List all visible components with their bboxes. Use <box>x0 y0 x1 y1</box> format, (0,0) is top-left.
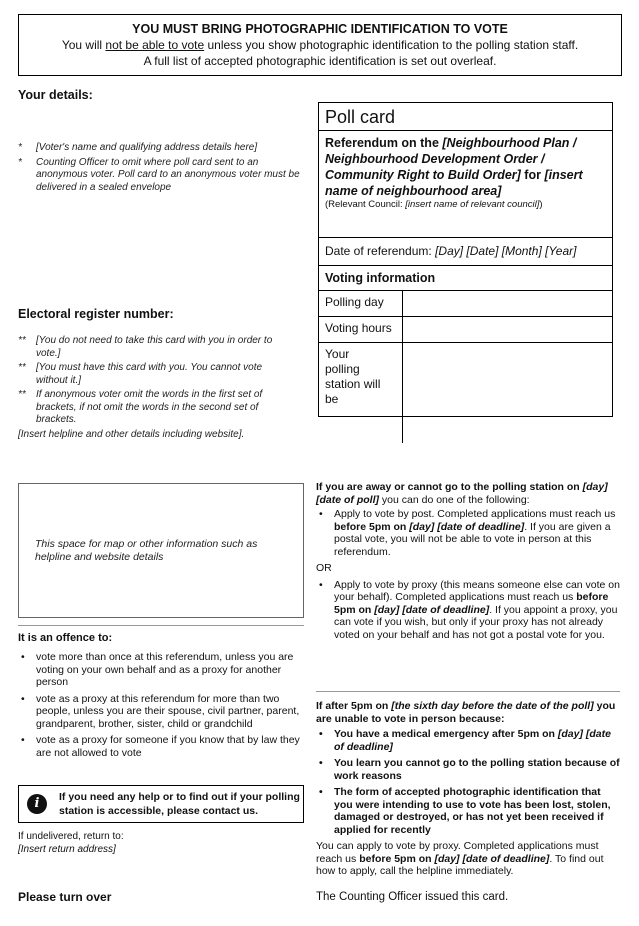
details-note-1: * [Voter's name and qualifying address details here] <box>18 142 258 153</box>
photo-id-banner <box>18 14 622 76</box>
electoral-register-heading: Electoral register number: <box>18 307 174 321</box>
help-info-box <box>18 785 304 823</box>
divider <box>316 691 620 692</box>
banner-title: YOU MUST BRING PHOTOGRAPHIC IDENTIFICATION TO VOTE <box>132 22 508 36</box>
polling-day-label: Polling day <box>319 291 403 317</box>
emergency-outro: You can apply to vote by proxy. Completed applications must reach us before 5pm on [day] [date of deadline]. To find out how to apply, call the helpline immediately. <box>316 840 604 877</box>
offence-item: • vote as a proxy for someone if you know that by law they are not allowed to vote <box>18 734 300 759</box>
emergency-item: • The form of accepted photographic identification that you were intending to use to vote has been lost, stolen, damaged or destroyed, or has not yet been received if applied for recently <box>316 786 620 836</box>
proxy-options <box>316 579 620 642</box>
voting-information-table <box>319 291 612 443</box>
emergency-item: • You have a medical emergency after 5pm on [day] [date of deadline] <box>316 728 620 753</box>
helpline-note: [Insert helpline and other details including website]. <box>18 428 245 440</box>
emergency-intro: If after 5pm on [the sixth day before the date of the poll] you are unable to vote in person because: <box>316 700 616 725</box>
divider <box>18 625 304 626</box>
undelivered-label: If undelivered, return to: <box>18 831 124 842</box>
away-options <box>316 508 620 558</box>
elector-note-2: ** [You must have this card with you. You cannot vote without it.] <box>18 362 263 386</box>
elector-note-1: ** [You do not need to take this card with you in order to vote.] <box>18 335 273 359</box>
voting-hours-value <box>403 317 612 343</box>
elector-note-3: ** If anonymous voter omit the words in the first set of brackets, if not omit the words in the second set of brackets. <box>18 389 263 425</box>
offence-list <box>18 651 300 763</box>
your-details-heading: Your details: <box>18 88 93 102</box>
map-info-box <box>18 483 304 618</box>
relevant-council: (Relevant Council: [insert name of relevant council]) <box>325 199 543 210</box>
offence-heading: It is an offence to: <box>18 632 113 644</box>
emergency-item: • You learn you cannot go to the polling station because of work reasons <box>316 757 620 782</box>
details-notes <box>18 142 304 196</box>
voting-information-heading: Voting information <box>319 266 612 291</box>
voting-hours-label: Voting hours <box>319 317 403 343</box>
map-info-text: This space for map or other information such as helpline and website details <box>35 538 258 563</box>
or-label: OR <box>316 562 332 574</box>
polling-station-value <box>403 343 612 443</box>
postal-vote-option: • Apply to vote by post. Completed applications must reach us before 5pm on [day] [date of deadline]. If you are given a postal vote, you will not be able to vote in person at this referendum. <box>316 508 620 558</box>
banner-line-2: A full list of accepted photographic identification is set out overleaf. <box>143 54 497 68</box>
details-note-2: * Counting Officer to omit where poll card sent to an anonymous voter. Poll card to an anonymous voter must be delivered in a sealed envelope <box>18 156 300 193</box>
issued-statement: The Counting Officer issued this card. <box>316 891 509 903</box>
info-icon: i <box>27 794 47 814</box>
away-intro: If you are away or cannot go to the polling station on [day] [date of poll] you can do one of the following: <box>316 481 608 506</box>
banner-line-1: You will not be able to vote unless you show photographic identification to the polling station staff. <box>61 38 579 52</box>
offence-item: • vote as a proxy at this referendum for more than two people, unless you are their spouse, civil partner, parent, grandparent, brother, sister, child or grandchild <box>18 693 300 731</box>
polling-station-label: Your polling station will be <box>319 343 403 443</box>
proxy-vote-option: • Apply to vote by proxy (this means someone else can vote on your behalf). Completed applications must reach us before 5pm on [day] [date of deadline]. If you appoint a proxy, you can vote if you wish, but only if your proxy has not already voted on your behalf and has not got a postal vote for you. <box>316 579 620 642</box>
referendum-date: Date of referendum: [Day] [Date] [Month] [Year] <box>319 238 612 266</box>
referendum-details: Referendum on the [Neighbourhood Plan / Neighbourhood Development Order / Community Right to Build Order] for [insert name of neighbourhood area] (Relevant Council: [insert name of relevant council]) <box>319 131 612 238</box>
poll-card-title: Poll card <box>319 103 612 131</box>
emergency-section <box>316 700 620 878</box>
elector-notes <box>18 335 296 443</box>
poll-card <box>318 102 613 417</box>
emergency-list <box>316 728 620 836</box>
offence-item: • vote more than once at this referendum, unless you are voting on your own behalf and as a proxy for another person <box>18 651 300 689</box>
return-address: [Insert return address] <box>18 844 116 855</box>
polling-day-value <box>403 291 612 317</box>
away-section <box>316 481 620 645</box>
please-turn-over: Please turn over <box>18 890 112 904</box>
help-info-text: If you need any help or to find out if your polling station is accessible, please contact us. <box>59 791 300 817</box>
